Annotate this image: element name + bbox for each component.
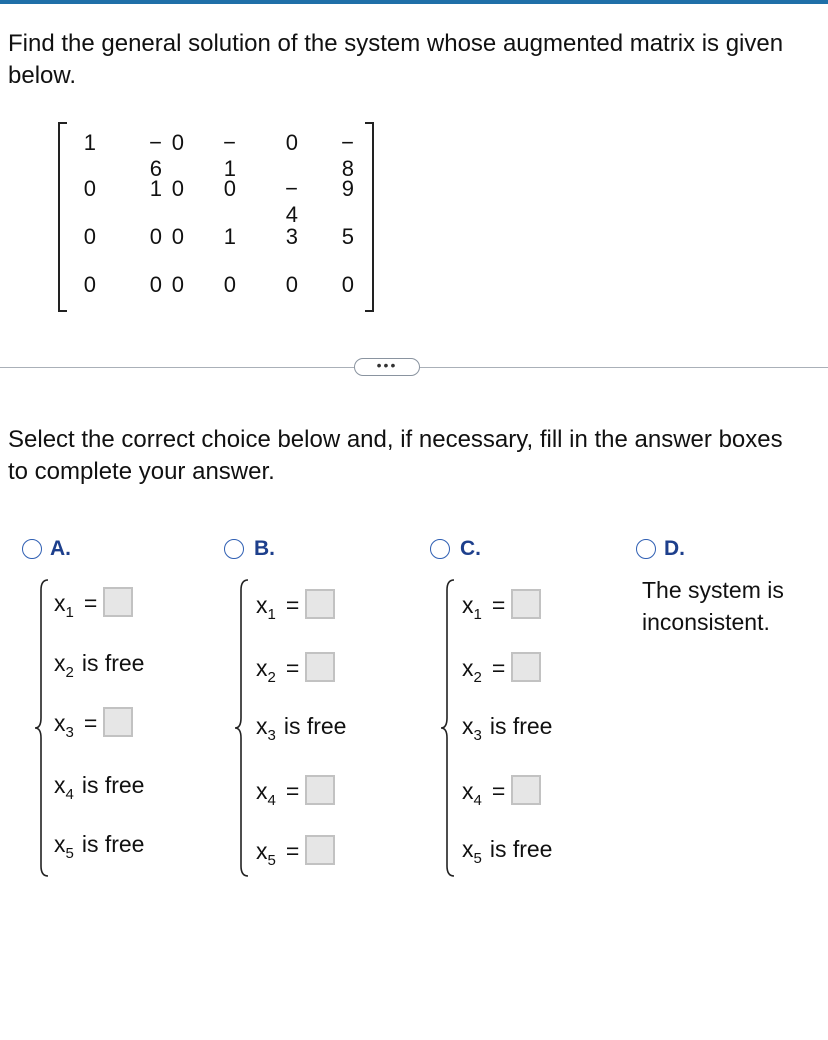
variable-label (54, 710, 74, 741)
option-b-row-x4 (256, 778, 335, 809)
option-a-row-x1 (54, 590, 133, 621)
option-c-brace (440, 578, 456, 878)
variable-name: x (54, 710, 66, 737)
variable-subscript: 3 (473, 727, 482, 744)
option-c-x1-answer-box[interactable] (511, 589, 541, 619)
option-b-label[interactable]: B. (254, 537, 275, 560)
option-a-x1-answer-box[interactable] (103, 587, 133, 617)
option-a-brace (34, 578, 50, 878)
matrix-cell: 0 (149, 224, 162, 249)
matrix-cell: 0 (83, 176, 96, 201)
option-b-x1-answer-box[interactable] (305, 589, 335, 619)
more-button[interactable]: ••• (354, 358, 420, 376)
variable-subscript: 5 (267, 852, 276, 870)
equals-sign: = (491, 655, 506, 682)
option-b-x2-answer-box[interactable] (305, 652, 335, 682)
is-free-text: is free (81, 831, 145, 857)
variable-label (54, 772, 74, 803)
variable-name: x (256, 655, 268, 682)
variable-label (256, 838, 276, 869)
option-a-row-x3 (54, 710, 133, 741)
option-b-row-x3 (256, 713, 346, 744)
option-c-row-x4 (462, 778, 541, 809)
matrix-cell: 3 (285, 224, 298, 249)
matrix-cell: 1 (223, 224, 236, 249)
matrix-cell: 0 (83, 272, 96, 297)
option-a-row-x4 (54, 772, 144, 803)
variable-name: x (256, 713, 268, 739)
variable-subscript: 5 (65, 845, 74, 862)
option-b-row-x1 (256, 592, 335, 623)
variable-subscript: 1 (65, 604, 74, 622)
matrix-cell: 0 (83, 224, 96, 249)
matrix-cell: 1 (83, 130, 96, 155)
is-free-text: is free (81, 650, 145, 676)
variable-label (462, 592, 482, 623)
equals-sign: = (83, 710, 98, 737)
variable-label (54, 831, 74, 862)
equals-sign: = (285, 592, 300, 619)
option-c-row-x1 (462, 592, 541, 623)
matrix-cell: 5 (341, 224, 354, 249)
matrix-cell: 0 (223, 272, 236, 297)
variable-name: x (462, 713, 474, 739)
option-b-x5-answer-box[interactable] (305, 835, 335, 865)
is-free-text: is free (283, 713, 347, 739)
matrix-cell: − 8 (341, 130, 354, 181)
variable-subscript: 4 (267, 792, 276, 810)
augmented-matrix (58, 122, 374, 312)
variable-name: x (54, 772, 66, 798)
variable-subscript: 3 (267, 727, 276, 744)
variable-label (462, 655, 482, 686)
equals-sign: = (491, 778, 506, 805)
variable-subscript: 2 (267, 669, 276, 687)
equals-sign: = (285, 778, 300, 805)
equals-sign: = (83, 590, 98, 617)
variable-label (54, 650, 74, 681)
is-free-text: is free (81, 772, 145, 798)
option-d-label[interactable]: D. (664, 537, 685, 560)
option-c-radio[interactable] (430, 539, 450, 559)
option-a-row-x5 (54, 831, 144, 862)
matrix-cell: 9 (341, 176, 354, 201)
matrix-cell: 0 (149, 272, 162, 297)
matrix-cell: 0 (171, 224, 184, 249)
variable-name: x (462, 836, 474, 862)
option-a-x3-answer-box[interactable] (103, 707, 133, 737)
option-c-label[interactable]: C. (460, 537, 481, 560)
option-d-text: The system is inconsistent. (642, 577, 784, 635)
matrix-cell: 0 (285, 272, 298, 297)
equals-sign: = (285, 838, 300, 865)
variable-subscript: 5 (473, 850, 482, 867)
matrix-cell: 0 (341, 272, 354, 297)
top-accent-bar (0, 0, 828, 4)
matrix-cell: − 4 (285, 176, 298, 227)
option-b-x4-answer-box[interactable] (305, 775, 335, 805)
option-b-row-x2 (256, 655, 335, 686)
variable-name: x (256, 592, 268, 619)
option-a-label[interactable]: A. (50, 537, 71, 560)
variable-subscript: 2 (65, 664, 74, 681)
variable-subscript: 4 (65, 786, 74, 803)
instructions-text: Select the correct choice below and, if necessary, fill in the answer boxes to complete your answer. (8, 426, 783, 485)
variable-name: x (54, 831, 66, 857)
divider-left (0, 367, 354, 368)
variable-subscript: 2 (473, 669, 482, 687)
matrix-cell: 0 (171, 176, 184, 201)
option-c-row-x5 (462, 836, 552, 867)
equals-sign: = (285, 655, 300, 682)
matrix-cell: 0 (223, 176, 236, 201)
variable-subscript: 4 (473, 792, 482, 810)
matrix-cell: 0 (171, 130, 184, 155)
variable-name: x (256, 838, 268, 865)
matrix-right-bracket (365, 122, 374, 312)
option-c-x4-answer-box[interactable] (511, 775, 541, 805)
variable-label (54, 590, 74, 621)
variable-label (462, 836, 482, 867)
variable-label (256, 592, 276, 623)
variable-subscript: 3 (65, 724, 74, 742)
option-c-row-x3 (462, 713, 552, 744)
variable-subscript: 1 (473, 606, 482, 624)
question-text: Find the general solution of the system whose augmented matrix is given below. (8, 30, 784, 89)
variable-name: x (54, 590, 66, 617)
option-a-row-x2 (54, 650, 144, 681)
is-free-text: is free (489, 713, 553, 739)
option-b-row-x5 (256, 838, 335, 869)
variable-label (256, 713, 276, 744)
option-a-radio[interactable] (22, 539, 42, 559)
option-c-row-x2 (462, 655, 541, 686)
variable-label (256, 778, 276, 809)
divider-right (420, 367, 828, 368)
variable-name: x (462, 655, 474, 682)
variable-subscript: 1 (267, 606, 276, 624)
variable-label (256, 655, 276, 686)
matrix-cell: − 1 (223, 130, 236, 181)
matrix-cell: 0 (285, 130, 298, 155)
option-b-radio[interactable] (224, 539, 244, 559)
variable-label (462, 778, 482, 809)
variable-name: x (462, 592, 474, 619)
matrix-cell: 0 (171, 272, 184, 297)
variable-name: x (462, 778, 474, 805)
variable-label (462, 713, 482, 744)
option-b-brace (234, 578, 250, 878)
matrix-cell: − 6 (149, 130, 162, 181)
matrix-cell: 1 (149, 176, 162, 201)
equals-sign: = (491, 592, 506, 619)
variable-name: x (54, 650, 66, 676)
option-d-radio[interactable] (636, 539, 656, 559)
option-c-x2-answer-box[interactable] (511, 652, 541, 682)
variable-name: x (256, 778, 268, 805)
is-free-text: is free (489, 836, 553, 862)
